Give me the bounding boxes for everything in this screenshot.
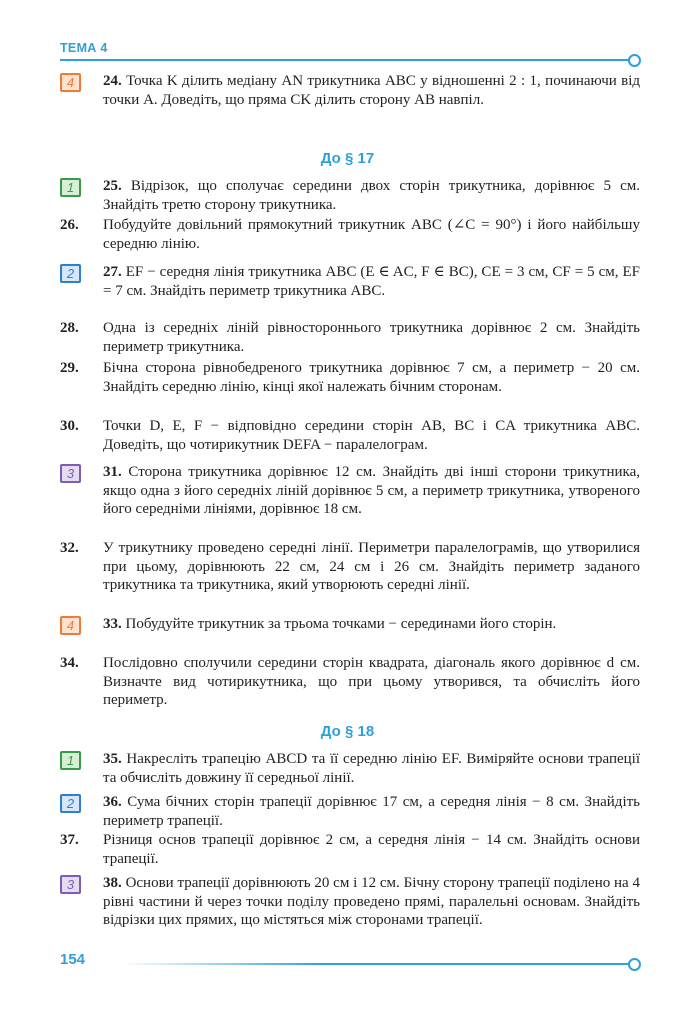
task-26 — [60, 216, 640, 253]
difficulty-level-4-icon: 4 — [60, 73, 81, 92]
difficulty-level-2-icon: 2 — [60, 264, 81, 283]
footer-rule — [122, 963, 629, 965]
task-number: 26. — [60, 217, 79, 233]
footer-rule-dot — [628, 958, 641, 971]
task-number: 36. — [103, 794, 122, 810]
task-27 — [60, 263, 640, 300]
task-31 — [60, 463, 640, 519]
task-number: 27. — [103, 264, 122, 280]
section-heading-18: До § 18 — [320, 723, 375, 740]
task-32 — [60, 539, 640, 595]
task-body: Побудуйте трикутник за трьома точками − серединами його сторін. — [125, 616, 557, 632]
task-number: 35. — [103, 751, 122, 767]
task-body: Точка K ділить медіану AN трикутника ABC у відношенні 2 : 1, починаючи від точки A. Доведіть, що пряма CK ділить сторону AB навпіл. — [103, 73, 640, 108]
task-body: EF − середня лінія трикутника ABC (E ∈ AC, F ∈ BC), CE = 3 см, CF = 5 см, EF = 7 см. Знайдіть периметр трикутника ABC. — [103, 264, 641, 299]
task-25 — [60, 177, 640, 214]
task-text — [103, 615, 640, 634]
topic-title: ТЕМА 4 — [60, 41, 108, 55]
difficulty-level-2-icon: 2 — [60, 794, 81, 813]
task-34 — [60, 654, 640, 710]
task-text — [103, 793, 640, 830]
task-body: Різниця основ трапеції дорівнює 2 см, а середня лінія − 14 см. Знайдіть основи трапеції. — [103, 832, 640, 867]
task-number: 24. — [103, 73, 122, 89]
task-text — [103, 750, 640, 787]
task-number: 34. — [60, 655, 79, 671]
task-number: 33. — [103, 616, 122, 632]
difficulty-level-3-icon: 3 — [60, 875, 81, 894]
task-33 — [60, 615, 640, 634]
task-38 — [60, 874, 640, 930]
task-body: Відрізок, що сполучає середини двох сторін трикутника, дорівнює 5 см. Знайдіть третю сторону трикутника. — [103, 178, 640, 213]
task-body: Послідовно сполучили середини сторін квадрата, діагональ якого дорівнює d см. Визначте вид чотирикутника, що при цьому утворився, та обчисліть його периметр. — [103, 655, 640, 708]
task-body: Бічна сторона рівнобедреного трикутника дорівнює 7 см, а периметр − 20 см. Знайдіть середню лінію, кінці якої належать бічним сторонам. — [103, 360, 640, 395]
task-28 — [60, 319, 640, 356]
task-text — [103, 874, 640, 930]
task-number: 32. — [60, 540, 79, 556]
section-heading-17: До § 17 — [320, 150, 375, 167]
task-number: 38. — [103, 875, 122, 891]
task-body: Сума бічних сторін трапеції дорівнює 17 см, а середня лінія − 8 см. Знайдіть периметр трапеції. — [103, 794, 641, 829]
difficulty-level-4-icon: 4 — [60, 616, 81, 635]
task-body: Одна із середніх ліній рівностороннього трикутника дорівнює 2 см. Знайдіть периметр трикутника. — [103, 320, 640, 355]
task-37 — [60, 831, 640, 868]
difficulty-level-1-icon: 1 — [60, 751, 81, 770]
task-body: У трикутнику проведено середні лінії. Периметри паралелограмів, що утворилися при цьому, дорівнюють 22 см, 24 см і 26 см. Знайдіть периметр заданого трикутника та трикутника, який утворюють середні лінії. — [103, 540, 640, 593]
task-number: 37. — [60, 832, 79, 848]
task-text — [103, 177, 640, 214]
task-number: 31. — [103, 464, 122, 480]
task-number: 28. — [60, 320, 79, 336]
header-rule — [60, 59, 629, 61]
task-30 — [60, 417, 640, 454]
task-35 — [60, 750, 640, 787]
difficulty-level-3-icon: 3 — [60, 464, 81, 483]
task-text — [103, 463, 640, 519]
task-number: 29. — [60, 360, 79, 376]
task-body: Побудуйте довільний прямокутний трикутник ABC (∠C = 90°) і його найбільшу середню лінію. — [103, 217, 640, 252]
task-number: 30. — [60, 418, 79, 434]
task-body: Накресліть трапецію ABCD та її середню лінію EF. Виміряйте основи трапеції та обчисліть довжину її середньої лінії. — [103, 751, 640, 786]
task-text — [103, 72, 640, 109]
task-body: Точки D, E, F − відповідно середини сторін AB, BC і CA трикутника ABC. Доведіть, що чотирикутник DEFA − паралелограм. — [103, 418, 640, 453]
task-36 — [60, 793, 640, 830]
page-number: 154 — [60, 951, 86, 968]
task-24 — [60, 72, 640, 109]
task-body: Основи трапеції дорівнюють 20 см і 12 см. Бічну сторону трапеції поділено на 4 рівні частини й через точки поділу проведено прямі, паралельні основам. Знайдіть відрізки цих прямих, що містяться між сторонами трапеції. — [103, 875, 641, 928]
task-number: 25. — [103, 178, 122, 194]
header-rule-dot — [628, 54, 641, 67]
task-text — [103, 263, 640, 300]
task-29 — [60, 359, 640, 396]
difficulty-level-1-icon: 1 — [60, 178, 81, 197]
task-body: Сторона трикутника дорівнює 12 см. Знайдіть дві інші сторони трикутника, якщо одна з його середніх ліній дорівнює 5 см, а периметр трикутника, утвореного його середніми лініями, дорівнює 18 см. — [103, 464, 640, 517]
